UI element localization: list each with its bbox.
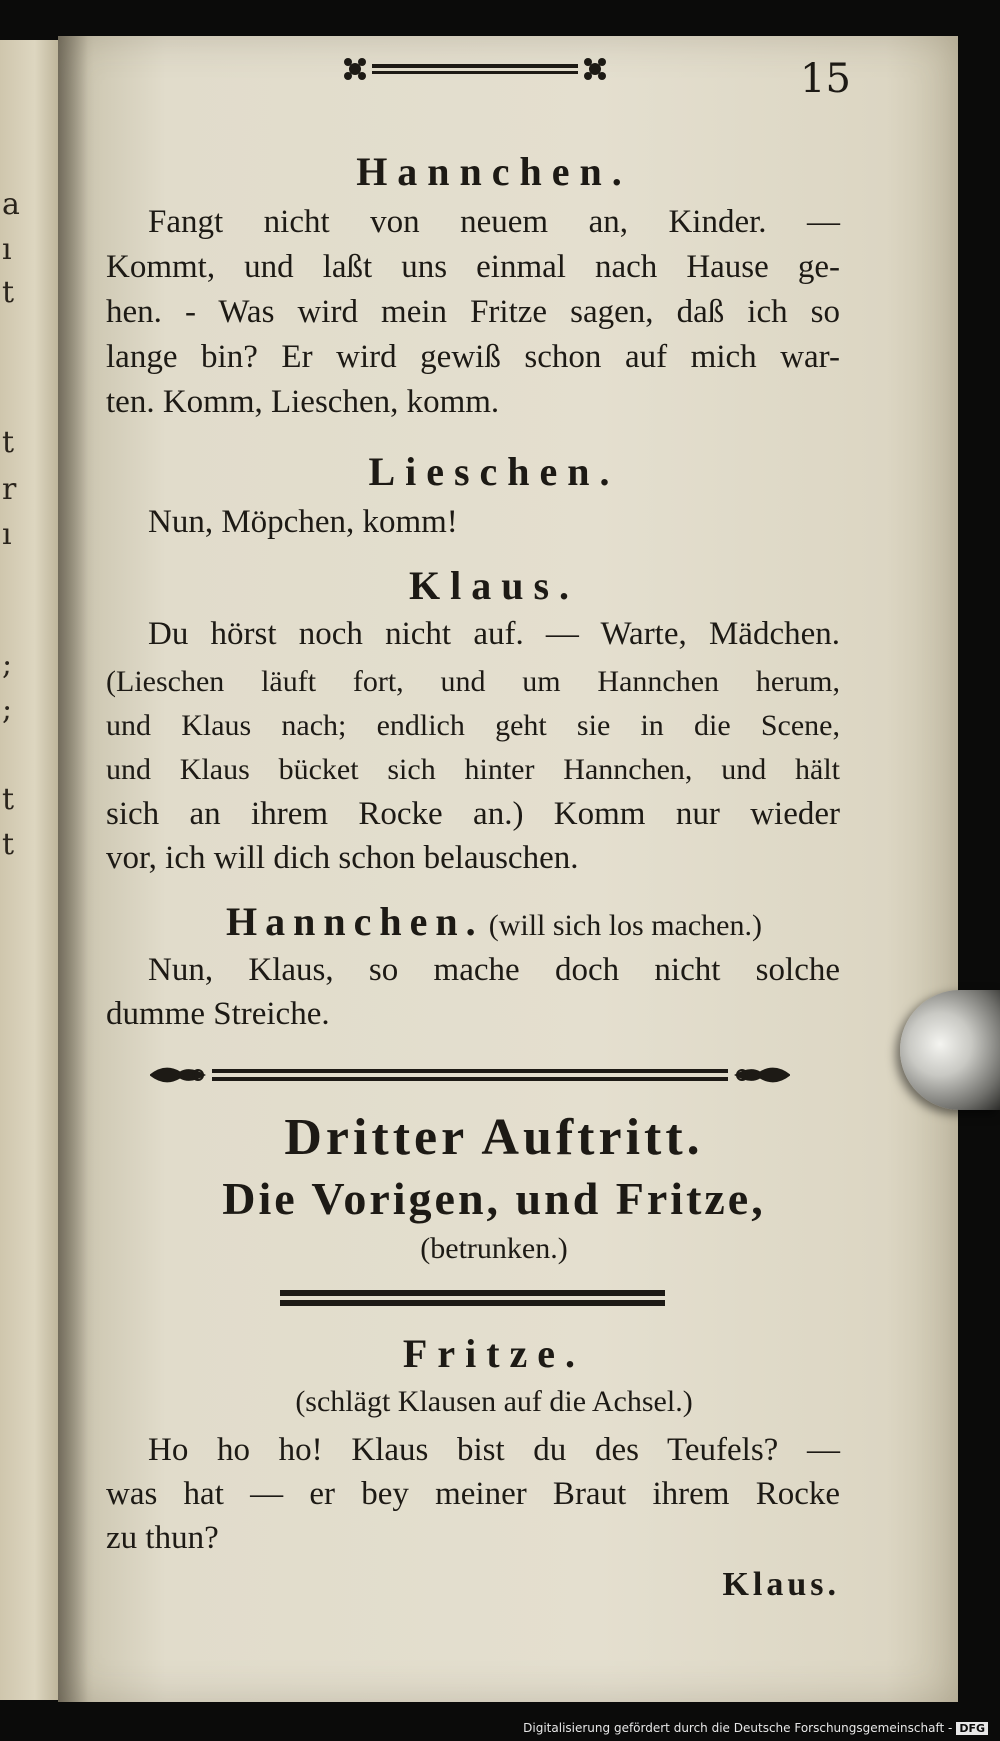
edge-glyph: t	[2, 275, 15, 310]
double-rule	[280, 1300, 665, 1306]
header-ornament-icon	[340, 54, 610, 84]
scene-note: (betrunken.)	[420, 1232, 568, 1265]
text-line: Fangt nicht von neuem an, Kinder. —	[148, 204, 840, 240]
edge-glyph: t	[2, 827, 15, 862]
scene-subtitle: Die Vorigen, und Fritze,	[222, 1173, 766, 1224]
digitization-credit	[523, 1721, 988, 1735]
stage-direction: (Lieschen läuft fort, und um Hannchen herum,	[106, 665, 840, 698]
text-line: vor, ich will dich schon belauschen.	[106, 840, 579, 876]
speaker-heading	[148, 898, 840, 945]
edge-glyph: a	[2, 187, 20, 222]
text-line: Du hörst noch nicht auf. — Warte, Mädchen.	[148, 616, 840, 652]
edge-glyph: r	[2, 472, 17, 507]
page-number: 15	[800, 56, 851, 102]
catchword: Klaus.	[722, 1566, 840, 1603]
stage-direction: und Klaus bücket sich hinter Hannchen, und hält	[106, 753, 840, 786]
speaker-name: Fritze.	[402, 1331, 586, 1376]
text-line: Nun, Möpchen, komm!	[148, 504, 458, 540]
credit-text: Digitalisierung gefördert durch die Deutsche Forschungsgemeinschaft -	[523, 1721, 953, 1735]
edge-glyph: ı	[2, 232, 12, 267]
edge-glyph: t	[2, 425, 15, 460]
text-line: zu thun?	[106, 1520, 219, 1556]
stage-direction: (will sich los machen.)	[488, 909, 762, 942]
text-line: dumme Streiche.	[106, 996, 330, 1032]
text-line: was hat — er bey meiner Braut ihrem Rocke	[106, 1476, 840, 1512]
text-line: Kommt, und laßt uns einmal nach Hause ge-	[106, 249, 840, 285]
dfg-logo: DFG	[956, 1722, 988, 1735]
facing-page-edge	[0, 40, 58, 1700]
stage-direction: (schlägt Klausen auf die Achsel.)	[295, 1385, 693, 1418]
stage-direction: und Klaus nach; endlich geht sie in die Scene,	[106, 709, 840, 742]
edge-glyph: ;	[2, 692, 13, 727]
double-rule	[280, 1290, 665, 1296]
divider-ornament-icon	[150, 1060, 790, 1090]
speaker-name: Klaus.	[408, 563, 580, 608]
text-line: lange bin? Er wird gewiß schon auf mich war-	[106, 339, 840, 375]
scene-title: Dritter Auftritt.	[284, 1109, 704, 1166]
speaker-name: Hannchen.	[356, 149, 632, 194]
speaker-name: Hannchen.	[226, 899, 484, 944]
text-line: hen. - Was wird mein Fritze sagen, daß ich so	[106, 294, 840, 330]
text-line: sich an ihrem Rocke an.) Komm nur wieder	[106, 796, 840, 832]
text-line: Ho ho ho! Klaus bist du des Teufels? —	[148, 1432, 840, 1468]
speaker-name: Lieschen.	[368, 449, 620, 494]
text-line: Nun, Klaus, so mache doch nicht solche	[148, 952, 840, 988]
edge-glyph: t	[2, 782, 15, 817]
edge-glyph: ı	[2, 517, 12, 552]
text-line: ten. Komm, Lieschen, komm.	[106, 384, 500, 420]
edge-glyph: ;	[2, 647, 13, 682]
page-gutter-shadow	[58, 36, 88, 1702]
